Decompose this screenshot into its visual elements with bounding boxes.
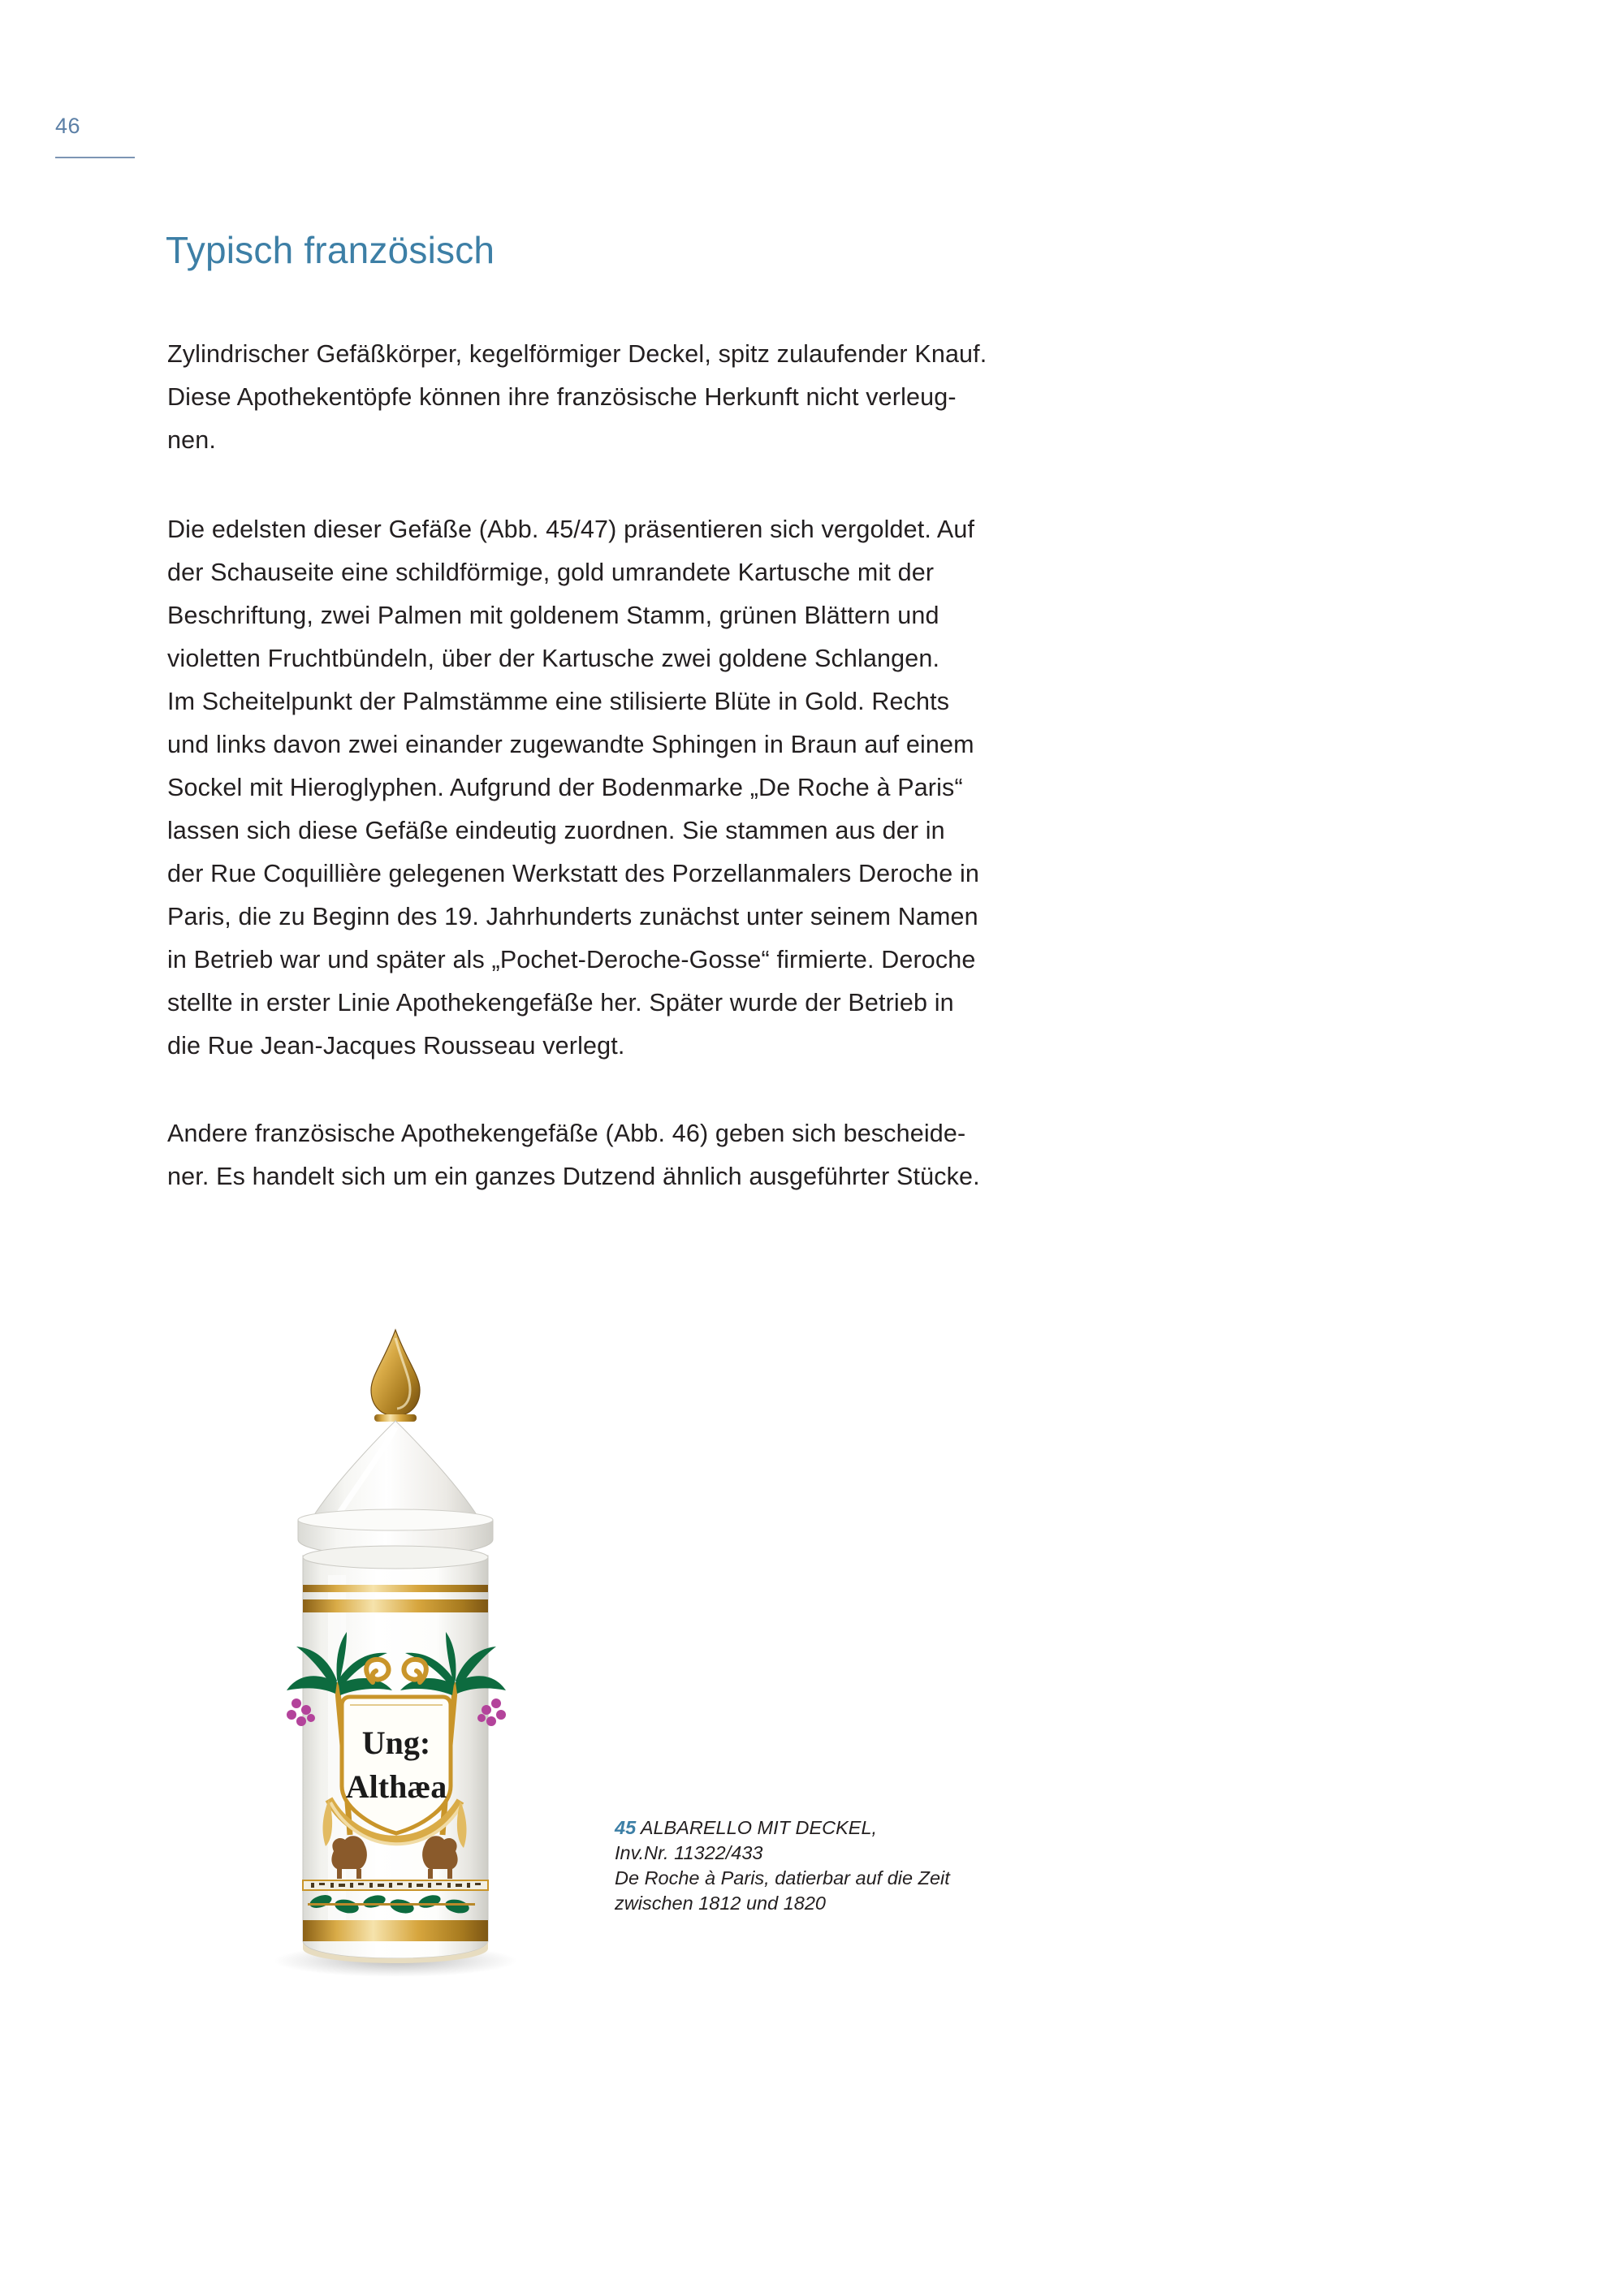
text-line: Diese Apothekentöpfe können ihre französische Herkunft nicht verleug- <box>167 383 957 411</box>
text-line: der Schauseite eine schildförmige, gold umrandete Kartusche mit der <box>167 559 935 586</box>
text-line: Zylindrischer Gefäßkörper, kegelförmiger Deckel, spitz zulaufender Knauf. <box>167 340 987 368</box>
jar-label-line-2: Althæa <box>345 1768 447 1805</box>
folio-rule <box>55 157 135 158</box>
jar-cartouche <box>342 1697 451 1833</box>
caption-line: Inv.Nr. 11322/433 <box>615 1842 763 1863</box>
paragraph-2 <box>167 508 1247 1068</box>
text-line: und links davon zwei einander zugewandte Sphingen in Braun auf einem <box>167 731 974 758</box>
text-line: Die edelsten dieser Gefäße (Abb. 45/47) präsentieren sich vergoldet. Auf <box>167 516 975 543</box>
text-line: lassen sich diese Gefäße eindeutig zuordnen. Sie stammen aus der in <box>167 817 945 844</box>
text-line: Andere französische Apothekengefäße (Abb. 46) geben sich bescheide- <box>167 1120 966 1147</box>
text-line: Paris, die zu Beginn des 19. Jahrhunderts zunächst unter seinem Namen <box>167 903 978 930</box>
figure-number: 45 <box>615 1817 637 1838</box>
figure-caption <box>615 1815 1134 1916</box>
text-line: die Rue Jean-Jacques Rousseau verlegt. <box>167 1032 625 1060</box>
jar-lid <box>298 1421 493 1556</box>
figure-albarello <box>207 1315 589 1989</box>
jar-label-line-1: Ung: <box>361 1724 431 1761</box>
hieroglyph-band <box>303 1880 488 1890</box>
paragraph-1 <box>167 333 1247 462</box>
text-line: in Betrieb war und später als „Pochet-Deroche-Gosse“ firmierte. Deroche <box>167 946 976 973</box>
text-line: Im Scheitelpunkt der Palmstämme eine stilisierte Blüte in Gold. Rechts <box>167 688 950 715</box>
text-line: nen. <box>167 426 216 454</box>
text-line: Beschriftung, zwei Palmen mit goldenem Stamm, grünen Blättern und <box>167 602 939 629</box>
text-line: stellte in erster Linie Apothekengefäße her. Später wurde der Betrieb in <box>167 989 954 1017</box>
page-title: Typisch französisch <box>166 229 495 271</box>
jar-knob <box>371 1330 420 1422</box>
caption-line: ALBARELLO MIT DECKEL, <box>640 1817 878 1838</box>
text-line: violetten Fruchtbündeln, über der Kartusche zwei goldene Schlangen. <box>167 645 940 672</box>
albarello-illustration <box>207 1315 589 1989</box>
text-line: ner. Es handelt sich um ein ganzes Dutzend ähnlich ausgeführter Stücke. <box>167 1163 980 1190</box>
text-line: der Rue Coquillière gelegenen Werkstatt des Porzellanmalers Deroche in <box>167 860 980 887</box>
page-number: 46 <box>55 114 81 138</box>
paragraph-3 <box>167 1112 1247 1198</box>
caption-line: De Roche à Paris, datierbar auf die Zeit <box>615 1867 950 1888</box>
text-line: Sockel mit Hieroglyphen. Aufgrund der Bodenmarke „De Roche à Paris“ <box>167 774 963 801</box>
caption-line: zwischen 1812 und 1820 <box>615 1893 827 1914</box>
